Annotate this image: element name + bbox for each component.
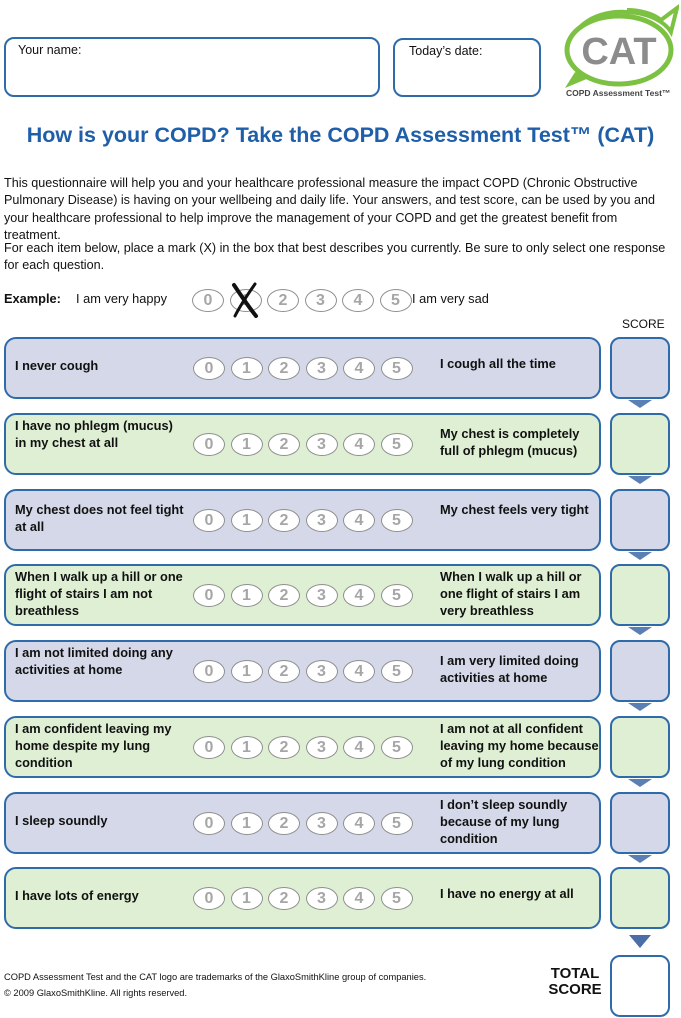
down-arrow-icon (628, 703, 652, 711)
trademark-text: COPD Assessment Test and the CAT logo are trademarks of the GlaxoSmithKline group of companies. (4, 972, 427, 982)
question-4-option-0[interactable]: 0 (193, 584, 225, 607)
down-arrow-icon (628, 476, 652, 484)
question-7-option-5[interactable]: 5 (381, 812, 413, 835)
question-5-option-1[interactable]: 1 (231, 660, 263, 683)
question-2-option-5[interactable]: 5 (381, 433, 413, 456)
question-3-left-text: My chest does not feel tight at all (15, 502, 184, 534)
question-2-option-4[interactable]: 4 (343, 433, 375, 456)
question-8-option-3[interactable]: 3 (306, 887, 338, 910)
question-row-5 (4, 640, 601, 702)
question-4-option-1[interactable]: 1 (231, 584, 263, 607)
question-5-option-5[interactable]: 5 (381, 660, 413, 683)
copyright-text: © 2009 GlaxoSmithKline. All rights reserved. (4, 988, 188, 998)
score-header: SCORE (622, 317, 665, 331)
question-5-option-4[interactable]: 4 (343, 660, 375, 683)
example-option-2: 2 (267, 289, 299, 312)
question-3-right-text: My chest feels very tight (440, 502, 589, 517)
question-3-option-2[interactable]: 2 (268, 509, 300, 532)
date-field[interactable] (393, 38, 541, 97)
question-2-right-text: My chest is completely full of phlegm (mucus) (440, 426, 580, 458)
question-1-option-3[interactable]: 3 (306, 357, 338, 380)
question-3-option-1[interactable]: 1 (231, 509, 263, 532)
question-2-option-1[interactable]: 1 (231, 433, 263, 456)
down-arrow-icon (628, 627, 652, 635)
question-2-score-box[interactable] (610, 413, 670, 475)
question-1-option-4[interactable]: 4 (343, 357, 375, 380)
example-option-3: 3 (305, 289, 337, 312)
name-label: Your name: (18, 43, 82, 57)
date-label: Today’s date: (409, 44, 483, 58)
question-8-option-4[interactable]: 4 (343, 887, 375, 910)
question-7-option-2[interactable]: 2 (268, 812, 300, 835)
question-1-option-1[interactable]: 1 (231, 357, 263, 380)
question-7-score-box[interactable] (610, 792, 670, 854)
question-3-option-0[interactable]: 0 (193, 509, 225, 532)
question-2-option-2[interactable]: 2 (268, 433, 300, 456)
question-5-option-3[interactable]: 3 (306, 660, 338, 683)
question-8-right-text: I have no energy at all (440, 886, 574, 901)
page-title: How is your COPD? Take the COPD Assessment Test™ (CAT) (26, 123, 655, 147)
intro-text: This questionnaire will help you and your healthcare professional measure the impact COPD (Chronic Obstructive Pulmonary Disease) is having on your wellbeing and daily life. Your answers, and test score, can be used by you and your healthcare professional to help improve the management of your COPD and get the greatest benefit from treatment. (4, 176, 656, 243)
down-arrow-icon (628, 779, 652, 787)
question-row-1 (4, 337, 601, 399)
example-option-5: 5 (380, 289, 412, 312)
question-6-option-3[interactable]: 3 (306, 736, 338, 759)
question-7-right-text: I don’t sleep soundly because of my lung condition (440, 797, 568, 846)
question-8-score-box[interactable] (610, 867, 670, 929)
question-6-option-0[interactable]: 0 (193, 736, 225, 759)
question-1-option-0[interactable]: 0 (193, 357, 225, 380)
total-score-box[interactable] (610, 955, 670, 1017)
question-8-option-5[interactable]: 5 (381, 887, 413, 910)
question-3-option-5[interactable]: 5 (381, 509, 413, 532)
question-row-4 (4, 564, 601, 626)
question-6-option-2[interactable]: 2 (268, 736, 300, 759)
question-6-score-box[interactable] (610, 716, 670, 778)
question-1-option-2[interactable]: 2 (268, 357, 300, 380)
example-option-0: 0 (192, 289, 224, 312)
question-2-option-3[interactable]: 3 (306, 433, 338, 456)
question-2-option-0[interactable]: 0 (193, 433, 225, 456)
question-6-option-5[interactable]: 5 (381, 736, 413, 759)
question-7-option-4[interactable]: 4 (343, 812, 375, 835)
down-arrow-icon (629, 935, 651, 948)
question-1-score-box[interactable] (610, 337, 670, 399)
question-1-left-text: I never cough (15, 358, 99, 373)
question-8-option-1[interactable]: 1 (231, 887, 263, 910)
example-left-text: I am very happy (76, 291, 168, 306)
example-right-text: I am very sad (412, 291, 489, 306)
question-7-option-1[interactable]: 1 (231, 812, 263, 835)
question-4-score-box[interactable] (610, 564, 670, 626)
example-option-1: 1 (230, 289, 262, 312)
question-row-6 (4, 716, 601, 778)
example-label: Example: (4, 291, 61, 306)
question-2-left-text: I have no phlegm (mucus) in my chest at all (15, 418, 173, 450)
question-7-option-3[interactable]: 3 (306, 812, 338, 835)
question-1-option-5[interactable]: 5 (381, 357, 413, 380)
question-5-option-2[interactable]: 2 (268, 660, 300, 683)
question-8-left-text: I have lots of energy (15, 888, 139, 903)
cat-logo (561, 2, 679, 100)
name-field[interactable] (4, 37, 380, 97)
logo-caption: COPD Assessment Test™ (566, 88, 671, 98)
down-arrow-icon (628, 400, 652, 408)
question-7-left-text: I sleep soundly (15, 813, 108, 828)
example-option-4: 4 (342, 289, 374, 312)
question-5-left-text: I am not limited doing any activities at home (15, 645, 173, 677)
question-4-right-text: When I walk up a hill or one flight of stairs I am very breathless (440, 569, 582, 618)
question-8-option-2[interactable]: 2 (268, 887, 300, 910)
down-arrow-icon (628, 855, 652, 863)
question-3-option-4[interactable]: 4 (343, 509, 375, 532)
example-x-mark (228, 282, 262, 318)
question-5-option-0[interactable]: 0 (193, 660, 225, 683)
question-4-option-2[interactable]: 2 (268, 584, 300, 607)
question-6-option-4[interactable]: 4 (343, 736, 375, 759)
question-row-8 (4, 867, 601, 929)
question-row-3 (4, 489, 601, 551)
question-6-right-text: I am not at all confident leaving my home because of my lung condition (440, 721, 599, 770)
question-7-option-0[interactable]: 0 (193, 812, 225, 835)
question-4-left-text: When I walk up a hill or one flight of stairs I am not breathless (15, 569, 183, 618)
example-options (192, 289, 417, 312)
question-row-2 (4, 413, 601, 475)
question-5-right-text: I am very limited doing activities at home (440, 653, 579, 685)
question-4-option-4[interactable]: 4 (343, 584, 375, 607)
question-8-option-0[interactable]: 0 (193, 887, 225, 910)
question-3-score-box[interactable] (610, 489, 670, 551)
question-4-option-3[interactable]: 3 (306, 584, 338, 607)
question-row-7 (4, 792, 601, 854)
question-5-score-box[interactable] (610, 640, 670, 702)
instructions-text: For each item below, place a mark (X) in the box that best describes you currently. Be sure to only select one response for each question. (4, 241, 666, 273)
logo-text: CAT (581, 31, 657, 73)
question-4-option-5[interactable]: 5 (381, 584, 413, 607)
question-1-right-text: I cough all the time (440, 356, 556, 371)
question-3-option-3[interactable]: 3 (306, 509, 338, 532)
total-score-label: TOTAL SCORE (548, 965, 602, 998)
question-6-left-text: I am confident leaving my home despite my lung condition (15, 721, 172, 770)
down-arrow-icon (628, 552, 652, 560)
question-6-option-1[interactable]: 1 (231, 736, 263, 759)
